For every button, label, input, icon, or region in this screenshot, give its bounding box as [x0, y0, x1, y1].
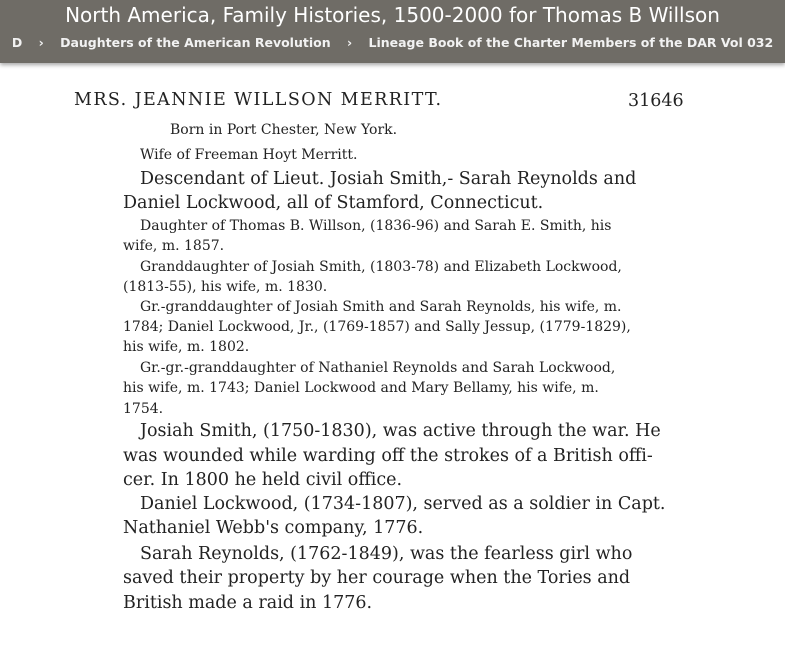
document-line: Nathaniel Webb's company, 1776. — [123, 518, 424, 538]
document-line: British made a raid in 1776. — [123, 593, 373, 613]
breadcrumb-item-lineage-book[interactable]: Lineage Book of the Charter Members of the DAR Vol 032 — [368, 35, 774, 50]
breadcrumb-chevron-icon: › — [346, 35, 353, 50]
member-name: MRS. JEANNIE WILLSON MERRITT. — [74, 90, 443, 110]
breadcrumb-chevron-icon: › — [38, 35, 44, 50]
document-line: Daniel Lockwood, all of Stamford, Connecticut. — [123, 193, 544, 213]
document-line: Daniel Lockwood, (1734-1807), served as a soldier in Capt. — [140, 494, 666, 514]
document-line: 1784; Daniel Lockwood, Jr., (1769-1857) and Sally Jessup, (1779-1829), — [123, 319, 631, 335]
document-line: saved their property by her courage when the Tories and — [123, 568, 631, 588]
document-line: was wounded while warding off the strokes of a British offi- — [123, 446, 653, 466]
member-number: 31646 — [628, 91, 684, 111]
breadcrumb-item-dar[interactable]: Daughters of the American Revolution — [60, 35, 331, 50]
document-line: Wife of Freeman Hoyt Merritt. — [140, 147, 358, 163]
breadcrumb — [0, 34, 785, 52]
document-line: Josiah Smith, (1750-1830), was active through the war. He — [140, 421, 661, 441]
document-line: Daughter of Thomas B. Willson, (1836-96) and Sarah E. Smith, his — [140, 218, 612, 234]
document-line: Sarah Reynolds, (1762-1849), was the fearless girl who — [140, 544, 633, 564]
document-line: Born in Port Chester, New York. — [170, 122, 398, 138]
document-line: his wife, m. 1743; Daniel Lockwood and Mary Bellamy, his wife, m. — [123, 380, 599, 396]
document-viewer[interactable] — [0, 63, 785, 645]
document-line: (1813-55), his wife, m. 1830. — [123, 279, 328, 295]
document-line: wife, m. 1857. — [123, 238, 225, 254]
document-line: Gr.-granddaughter of Josiah Smith and Sarah Reynolds, his wife, m. — [140, 299, 622, 315]
document-page-image — [0, 63, 785, 645]
document-line: cer. In 1800 he held civil office. — [123, 470, 403, 490]
document-line: 1754. — [123, 401, 164, 417]
breadcrumb-item-d[interactable]: D — [11, 35, 23, 50]
document-line: Gr.-gr.-granddaughter of Nathaniel Reynolds and Sarah Lockwood, — [140, 360, 616, 376]
record-title: North America, Family Histories, 1500-2000 for Thomas B Willson — [65, 3, 720, 27]
document-line: Descendant of Lieut. Josiah Smith,- Sarah Reynolds and — [140, 169, 637, 189]
document-line: Granddaughter of Josiah Smith, (1803-78) and Elizabeth Lockwood, — [140, 259, 622, 275]
document-line: his wife, m. 1802. — [123, 339, 250, 355]
record-header — [0, 0, 785, 63]
